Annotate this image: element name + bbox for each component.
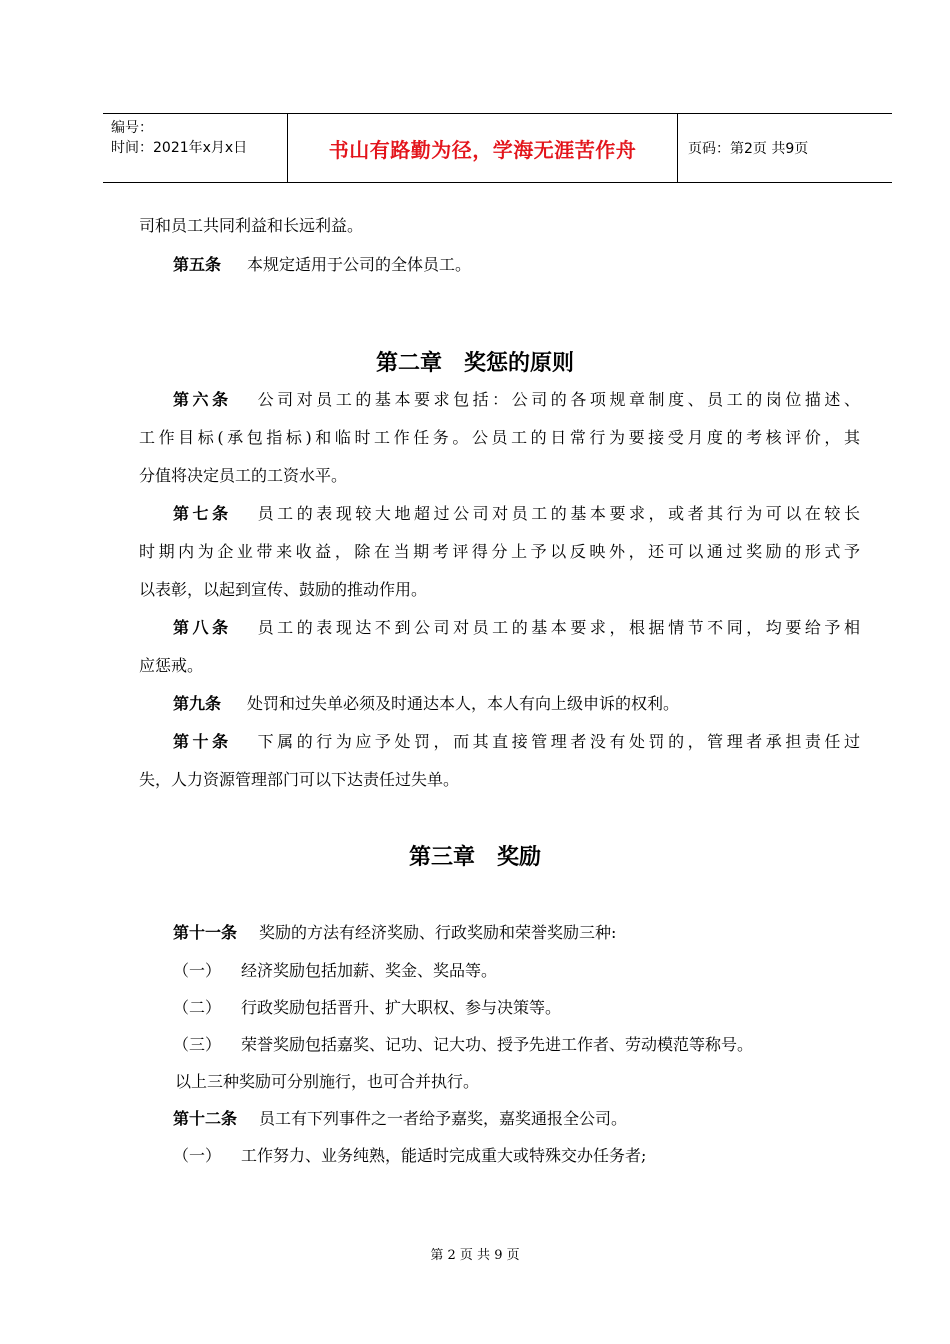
paragraph-line: 应惩戒。 — [139, 656, 204, 675]
article-text: 下属的行为应予处罚，而其直接管理者没有处罚的，管理者承担责任过 — [257, 732, 860, 751]
header-meta — [103, 114, 288, 182]
article-text: 奖励的方法有经济奖励、行政奖励和荣誉奖励三种: — [259, 923, 617, 942]
document-number-label: 编号： — [111, 120, 153, 136]
article-number: 第十二条 — [173, 1109, 238, 1128]
list-item-text: 经济奖励包括加薪、奖金、奖品等。 — [241, 961, 498, 980]
chapter-3-title: 第三章 奖励 — [408, 845, 541, 870]
article-number: 第五条 — [173, 255, 222, 274]
chapter-2-title: 第二章 奖惩的原则 — [375, 351, 574, 376]
list-item-number: （一） — [173, 1146, 222, 1165]
header-motto: 书山有路勤为径，学海无涯苦作舟 — [288, 114, 678, 182]
article-7 — [173, 504, 860, 524]
list-item-number: （一） — [173, 961, 222, 980]
article-text: 员工有下列事件之一者给予嘉奖，嘉奖通报全公司。 — [259, 1109, 628, 1128]
article-text: 员工的表现达不到公司对员工的基本要求，根据情节不同，均要给予相 — [257, 618, 860, 637]
paragraph-line: 以表彰，以起到宣传、鼓励的推动作用。 — [139, 580, 428, 599]
list-item-text: 工作努力、业务纯熟，能适时完成重大或特殊交办任务者; — [241, 1146, 647, 1165]
article-10 — [173, 732, 860, 752]
article-number: 第七条 — [173, 504, 232, 523]
header-page-info: 页码：第2页 共9页 — [688, 141, 809, 157]
paragraph-line: 以上三种奖励可分别施行，也可合并执行。 — [175, 1072, 480, 1091]
list-item — [173, 961, 497, 981]
paragraph-line: 司和员工共同利益和长远利益。 — [139, 216, 364, 235]
article-number: 第八条 — [173, 618, 232, 637]
article-number: 第九条 — [173, 694, 222, 713]
list-item-text: 荣誉奖励包括嘉奖、记功、记大功、授予先进工作者、劳动模范等称号。 — [241, 1035, 754, 1054]
list-item — [173, 998, 561, 1018]
article-8 — [173, 618, 860, 638]
article-5 — [173, 255, 471, 275]
page-footer: 第 2 页 共 9 页 — [430, 1248, 520, 1263]
document-time: 时间：2021年x月x日 — [111, 140, 248, 156]
list-item-number: （三） — [173, 1035, 222, 1054]
list-item-number: （二） — [173, 998, 222, 1017]
paragraph-line: 失，人力资源管理部门可以下达责任过失单。 — [139, 770, 460, 789]
paragraph-line: 工作目标(承包指标)和临时工作任务。公员工的日常行为要接受月度的考核评价，其 — [139, 428, 860, 447]
article-text: 员工的表现较大地超过公司对员工的基本要求，或者其行为可以在较长 — [257, 504, 860, 523]
article-12 — [173, 1109, 627, 1129]
article-number: 第六条 — [173, 390, 232, 409]
paragraph-line: 分值将决定员工的工资水平。 — [139, 466, 348, 485]
page-header — [103, 113, 892, 183]
article-text: 本规定适用于公司的全体员工。 — [247, 255, 472, 274]
article-11 — [173, 923, 616, 943]
article-text: 处罚和过失单必须及时通达本人，本人有向上级申诉的权利。 — [247, 694, 680, 713]
article-number: 第十一条 — [173, 923, 238, 942]
article-6 — [173, 390, 860, 410]
article-9 — [173, 694, 679, 714]
article-text: 公司对员工的基本要求包括：公司的各项规章制度、员工的岗位描述、 — [257, 390, 860, 409]
list-item — [173, 1035, 753, 1055]
paragraph-line: 时期内为企业带来收益，除在当期考评得分上予以反映外，还可以通过奖励的形式予 — [139, 542, 860, 561]
list-item — [173, 1146, 646, 1166]
article-number: 第十条 — [173, 732, 232, 751]
list-item-text: 行政奖励包括晋升、扩大职权、参与决策等。 — [241, 998, 562, 1017]
